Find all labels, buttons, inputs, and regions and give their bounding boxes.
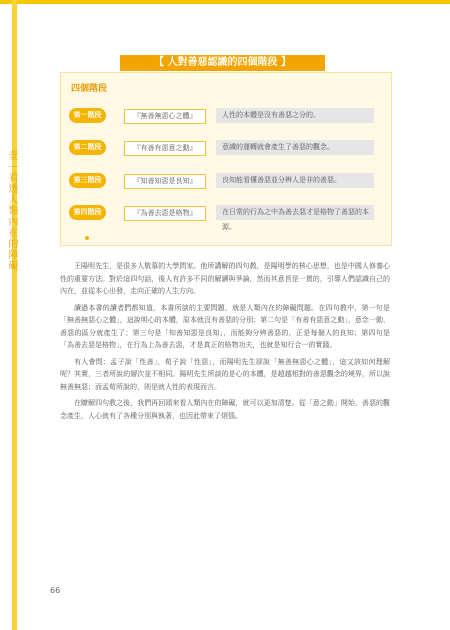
stage-1-pill: 第一階段 (69, 108, 106, 123)
top-rule (0, 0, 450, 4)
stage-2-key: 『有善有惡意之動』 (124, 141, 206, 156)
paragraph-1: 王陽明先生，是很多人敬慕的大學問家。他所講解的四句教，是陽明學的核心思想，也是中國人修養心性的重要方法。對於這四句話，後人有許多不同的解讀與爭論，然而其意旨是一貫的，引導人們認識自己的內在，並從本心出發，走向正確的人生方向。 (60, 262, 390, 295)
stage-1-key: 『無善無惡心之體』 (124, 109, 206, 124)
paragraph-4: 在瞭解四句教之後，我們再回頭來看人類內在的障礙，就可以更加清楚。從「意之動」開始，善惡的觀念產生，人心就有了各種分別與執著，也因此帶來了煩惱。 (60, 399, 390, 420)
chapter-side-label: 壹｜看透人類內在的障礙 (6, 150, 17, 271)
decorative-dot (85, 236, 89, 240)
stage-3-desc: 良知能看懂善惡並分辨人是非的善惡。 (216, 173, 374, 188)
stage-4-desc: 在日常的行為之中為善去惡才是格物了善惡的本源。 (216, 205, 374, 220)
stage-2-desc: 意識的運轉就會產生了善惡的觀念。 (216, 140, 374, 155)
stages-title: 四個階段 (71, 84, 108, 94)
side-bar (12, 0, 17, 630)
stage-2-pill: 第二階段 (69, 140, 106, 155)
stage-3-key: 『知善知惡是良知』 (124, 174, 206, 189)
paragraph-3: 有人會問：孟子說「性善」，荀子說「性惡」，而陽明先生卻說「無善無惡心之體」，這又該如何理解呢？其實，三者所說的層次並不相同。陽明先生所談的是心的本體，是超越相對的善惡觀念的境界，所以說無善無惡；而孟荀所說的，則是就人性的表現而言。 (60, 357, 390, 391)
stage-3-pill: 第三階段 (69, 173, 106, 188)
page-number: 66 (50, 586, 61, 595)
stages-box (60, 72, 392, 246)
diagram-banner: 【 人對善惡認識的四個階段 】 (120, 55, 325, 71)
body-text (60, 260, 390, 426)
paragraph-2: 讀過本書的讀者們都知道，本書所談的主要問題，就是人類內在的障礙問題。在四句教中，第一句是「無善無惡心之體」，這說明心的本體，原本就沒有善惡的分別；第二句是「有善有惡意之動」，意念一動，善惡的區分就產生了；第三句是「知善知惡是良知」，而能夠分辨善惡的，正是每個人的良知；第四句是「為善去惡是格物」，在行為上為善去惡，才是真正的格物功夫，也就是知行合一的實踐。 (60, 303, 390, 349)
stage-4-key: 『為善去惡是格物』 (124, 206, 206, 221)
stage-4-pill: 第四階段 (69, 205, 106, 220)
stage-1-desc: 人性的本體是沒有善惡之分的。 (216, 108, 374, 123)
